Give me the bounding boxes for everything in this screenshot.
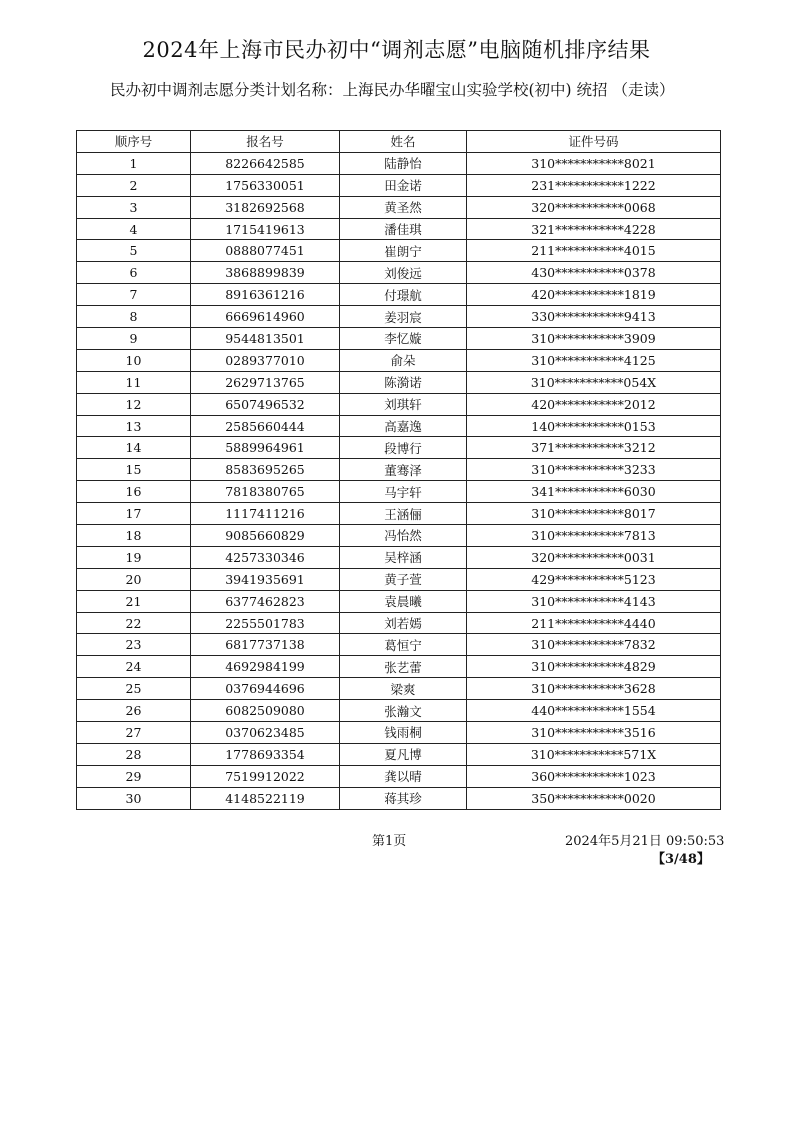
cell-registration-number: 1715419613 (191, 218, 340, 240)
print-timestamp: 2024年5月21日 09:50:53 (565, 834, 725, 849)
table-row (77, 218, 721, 240)
plan-name-line: 民办初中调剂志愿分类计划名称：上海民办华曜宝山实验学校(初中) 统招 （走读） (110, 81, 675, 99)
cell-sequence: 1 (77, 152, 191, 174)
cell-registration-number: 1778693354 (191, 743, 340, 765)
cell-sequence: 16 (77, 481, 191, 503)
cell-sequence: 12 (77, 393, 191, 415)
cell-registration-number: 1756330051 (191, 174, 340, 196)
table-row (77, 437, 721, 459)
cell-name: 葛恒宁 (340, 634, 467, 656)
cell-id-number: 350***********0020 (467, 787, 721, 809)
cell-id-number: 310***********3233 (467, 459, 721, 481)
cell-id-number: 341***********6030 (467, 481, 721, 503)
cell-id-number: 211***********4015 (467, 240, 721, 262)
table-body (77, 152, 721, 809)
cell-id-number: 420***********1819 (467, 284, 721, 306)
table-row (77, 546, 721, 568)
cell-sequence: 13 (77, 415, 191, 437)
cell-sequence: 11 (77, 371, 191, 393)
cell-registration-number: 4148522119 (191, 787, 340, 809)
cell-registration-number: 7818380765 (191, 481, 340, 503)
cell-sequence: 18 (77, 525, 191, 547)
cell-name: 袁晨曦 (340, 590, 467, 612)
table-row (77, 722, 721, 744)
cell-sequence: 19 (77, 546, 191, 568)
table-row (77, 415, 721, 437)
cell-registration-number: 5889964961 (191, 437, 340, 459)
table-row (77, 393, 721, 415)
table-row (77, 262, 721, 284)
cell-registration-number: 0376944696 (191, 678, 340, 700)
cell-name: 陆静怡 (340, 152, 467, 174)
cell-sequence: 10 (77, 349, 191, 371)
cell-registration-number: 4692984199 (191, 656, 340, 678)
cell-registration-number: 4257330346 (191, 546, 340, 568)
cell-id-number: 310***********3628 (467, 678, 721, 700)
table-row (77, 765, 721, 787)
cell-name: 王涵俪 (340, 503, 467, 525)
table-row (77, 459, 721, 481)
cell-registration-number: 6377462823 (191, 590, 340, 612)
table-row (77, 525, 721, 547)
cell-id-number: 320***********0068 (467, 196, 721, 218)
cell-id-number: 231***********1222 (467, 174, 721, 196)
table-row (77, 656, 721, 678)
cell-sequence: 22 (77, 612, 191, 634)
cell-sequence: 3 (77, 196, 191, 218)
cell-sequence: 8 (77, 306, 191, 328)
cell-sequence: 23 (77, 634, 191, 656)
cell-id-number: 310***********571X (467, 743, 721, 765)
cell-sequence: 20 (77, 568, 191, 590)
table-row (77, 590, 721, 612)
cell-registration-number: 2255501783 (191, 612, 340, 634)
table-row (77, 678, 721, 700)
cell-registration-number: 9544813501 (191, 328, 340, 350)
cell-id-number: 211***********4440 (467, 612, 721, 634)
cell-registration-number: 3868899839 (191, 262, 340, 284)
cell-name: 梁爽 (340, 678, 467, 700)
table-row (77, 568, 721, 590)
cell-registration-number: 6817737138 (191, 634, 340, 656)
cell-name: 李忆嫙 (340, 328, 467, 350)
cell-name: 田金诺 (340, 174, 467, 196)
cell-sequence: 17 (77, 503, 191, 525)
cell-id-number: 310***********4829 (467, 656, 721, 678)
cell-id-number: 140***********0153 (467, 415, 721, 437)
cell-name: 钱雨桐 (340, 722, 467, 744)
cell-registration-number: 7519912022 (191, 765, 340, 787)
cell-registration-number: 6507496532 (191, 393, 340, 415)
table-row (77, 152, 721, 174)
page-number: 第1页 (372, 834, 407, 849)
cell-name: 张瀚文 (340, 700, 467, 722)
table-row (77, 481, 721, 503)
cell-id-number: 310***********8017 (467, 503, 721, 525)
cell-id-number: 310***********4143 (467, 590, 721, 612)
cell-id-number: 429***********5123 (467, 568, 721, 590)
cell-sequence: 6 (77, 262, 191, 284)
cell-registration-number: 8916361216 (191, 284, 340, 306)
cell-registration-number: 9085660829 (191, 525, 340, 547)
header-name: 姓名 (340, 131, 467, 153)
table-row (77, 743, 721, 765)
cell-sequence: 9 (77, 328, 191, 350)
cell-name: 俞朵 (340, 349, 467, 371)
cell-id-number: 310***********3909 (467, 328, 721, 350)
cell-registration-number: 6082509080 (191, 700, 340, 722)
cell-sequence: 21 (77, 590, 191, 612)
cell-id-number: 320***********0031 (467, 546, 721, 568)
cell-name: 潘佳琪 (340, 218, 467, 240)
cell-registration-number: 8583695265 (191, 459, 340, 481)
cell-registration-number: 0289377010 (191, 349, 340, 371)
cell-id-number: 360***********1023 (467, 765, 721, 787)
cell-id-number: 310***********8021 (467, 152, 721, 174)
cell-name: 段博行 (340, 437, 467, 459)
table-row (77, 240, 721, 262)
cell-sequence: 2 (77, 174, 191, 196)
table-row (77, 700, 721, 722)
cell-id-number: 310***********7813 (467, 525, 721, 547)
table-row (77, 284, 721, 306)
cell-sequence: 15 (77, 459, 191, 481)
cell-sequence: 25 (77, 678, 191, 700)
cell-id-number: 330***********9413 (467, 306, 721, 328)
cell-id-number: 310***********7832 (467, 634, 721, 656)
cell-name: 刘俊远 (340, 262, 467, 284)
cell-sequence: 4 (77, 218, 191, 240)
header-registration-number: 报名号 (191, 131, 340, 153)
cell-sequence: 5 (77, 240, 191, 262)
table-row (77, 503, 721, 525)
cell-id-number: 321***********4228 (467, 218, 721, 240)
cell-name: 黄子萱 (340, 568, 467, 590)
cell-sequence: 30 (77, 787, 191, 809)
header-sequence: 顺序号 (77, 131, 191, 153)
table-row (77, 634, 721, 656)
cell-registration-number: 3182692568 (191, 196, 340, 218)
cell-id-number: 310***********4125 (467, 349, 721, 371)
cell-registration-number: 2629713765 (191, 371, 340, 393)
cell-name: 刘琪轩 (340, 393, 467, 415)
cell-name: 夏凡博 (340, 743, 467, 765)
cell-registration-number: 0888077451 (191, 240, 340, 262)
cell-name: 陈漪诺 (340, 371, 467, 393)
table-row (77, 349, 721, 371)
cell-name: 马宇轩 (340, 481, 467, 503)
header-id-number: 证件号码 (467, 131, 721, 153)
table-row (77, 196, 721, 218)
table-row (77, 328, 721, 350)
cell-registration-number: 2585660444 (191, 415, 340, 437)
cell-name: 张艺蕾 (340, 656, 467, 678)
cell-name: 龚以晴 (340, 765, 467, 787)
table-row (77, 787, 721, 809)
cell-registration-number: 6669614960 (191, 306, 340, 328)
cell-sequence: 27 (77, 722, 191, 744)
cell-id-number: 371***********3212 (467, 437, 721, 459)
cell-name: 姜羽宸 (340, 306, 467, 328)
page-count: 【3/48】 (652, 852, 710, 867)
cell-sequence: 29 (77, 765, 191, 787)
table-row (77, 612, 721, 634)
cell-registration-number: 8226642585 (191, 152, 340, 174)
cell-name: 蒋其珍 (340, 787, 467, 809)
table-row (77, 174, 721, 196)
cell-sequence: 24 (77, 656, 191, 678)
cell-registration-number: 1117411216 (191, 503, 340, 525)
cell-name: 冯怡然 (340, 525, 467, 547)
cell-sequence: 28 (77, 743, 191, 765)
cell-id-number: 310***********054X (467, 371, 721, 393)
table-row (77, 371, 721, 393)
cell-id-number: 440***********1554 (467, 700, 721, 722)
cell-id-number: 310***********3516 (467, 722, 721, 744)
document-title: 2024年上海市民办初中“调剂志愿”电脑随机排序结果 (142, 38, 651, 62)
table-row (77, 306, 721, 328)
cell-sequence: 14 (77, 437, 191, 459)
cell-id-number: 430***********0378 (467, 262, 721, 284)
ranking-table (76, 130, 721, 810)
cell-name: 高嘉逸 (340, 415, 467, 437)
cell-registration-number: 0370623485 (191, 722, 340, 744)
table-header-row (77, 131, 721, 153)
cell-name: 崔朗宁 (340, 240, 467, 262)
cell-sequence: 7 (77, 284, 191, 306)
cell-registration-number: 3941935691 (191, 568, 340, 590)
cell-sequence: 26 (77, 700, 191, 722)
cell-id-number: 420***********2012 (467, 393, 721, 415)
cell-name: 吴梓涵 (340, 546, 467, 568)
cell-name: 黄圣然 (340, 196, 467, 218)
cell-name: 刘若嫣 (340, 612, 467, 634)
cell-name: 付璟航 (340, 284, 467, 306)
cell-name: 董骞泽 (340, 459, 467, 481)
